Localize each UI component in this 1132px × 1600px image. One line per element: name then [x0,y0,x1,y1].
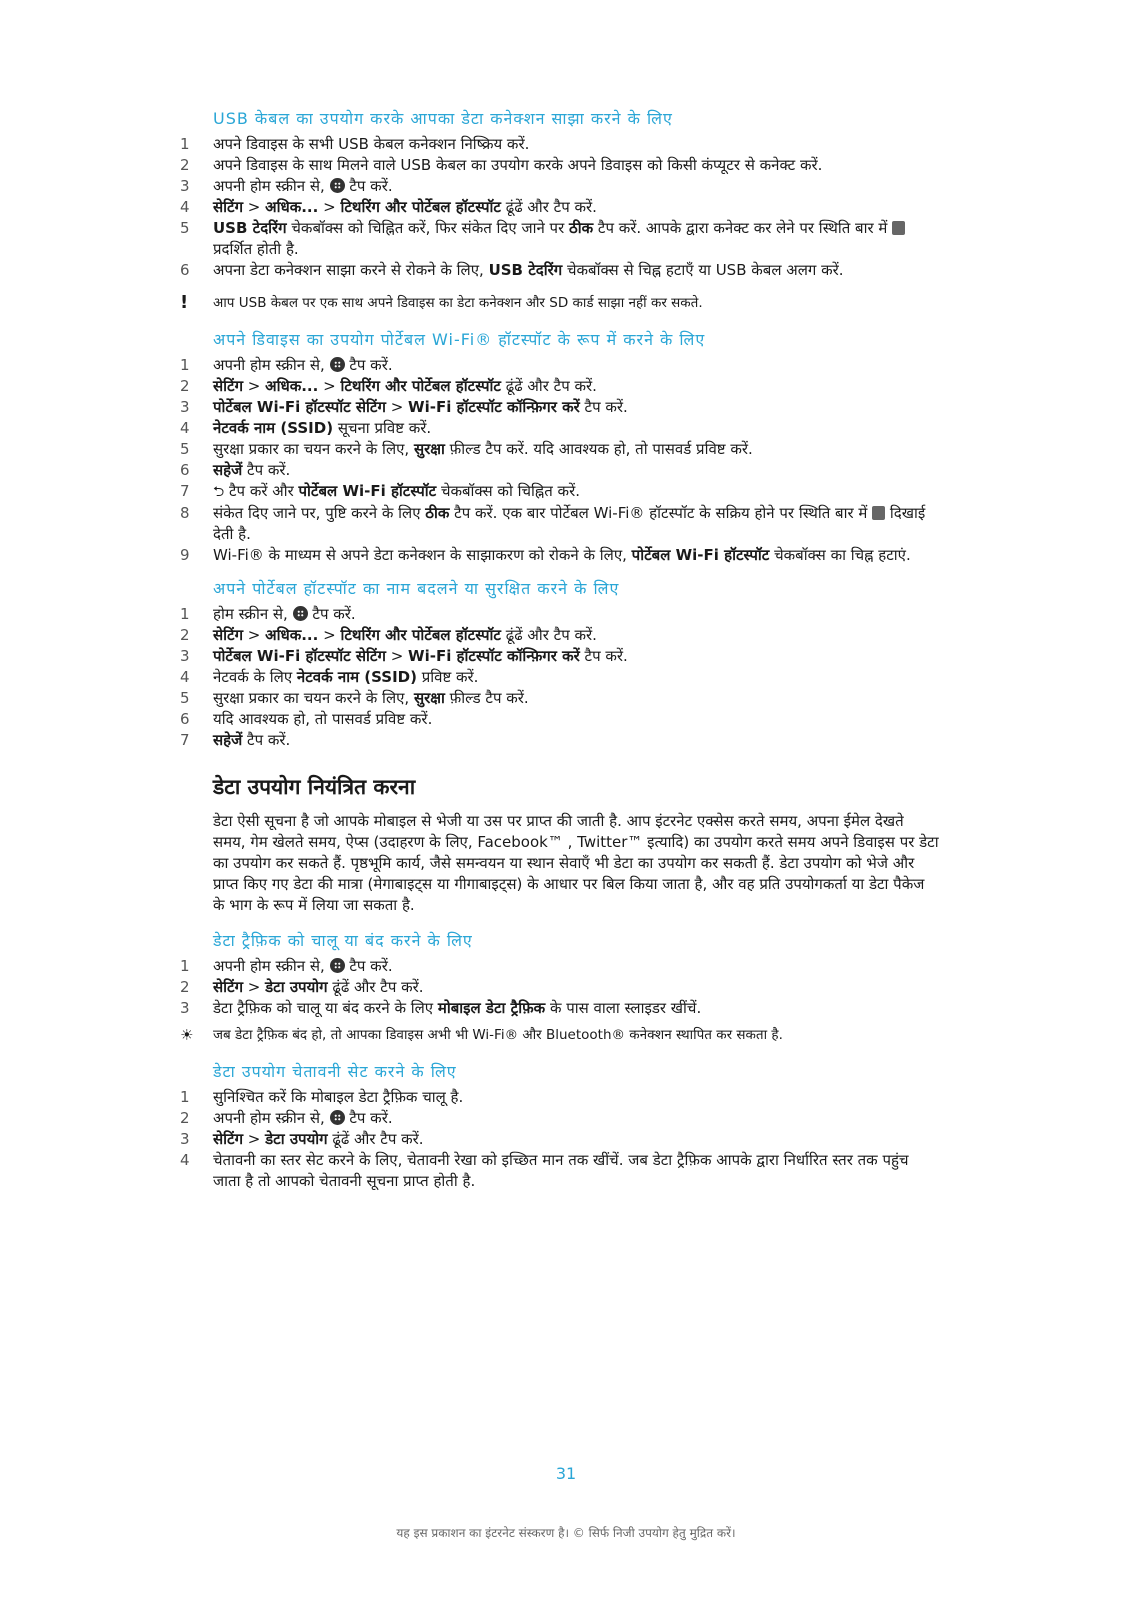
apps-grid-icon [330,178,345,193]
steps-wifi-hotspot [180,355,940,566]
step: 9 Wi-Fi® के माध्यम से अपने डेटा कनेक्शन के साझाकरण को रोकने के लिए, पोर्टेबल Wi-Fi हॉटस्पॉट चेकबॉक्स का चिह्न हटाएं. [180,546,911,564]
steps-usb-tethering [180,134,940,281]
step: 2 अपनी होम स्क्रीन से, टैप करें. [180,1109,393,1127]
apps-grid-icon [330,357,345,372]
step: 1 अपनी होम स्क्रीन से, टैप करें. [180,957,393,975]
steps-data-warning [180,1087,940,1192]
section-title-wifi-hotspot: अपने डिवाइस का उपयोग पोर्टेबल Wi-Fi® हॉटस्पॉट के रूप में करने के लिए [213,330,706,349]
section-title-data-warning: डेटा उपयोग चेतावनी सेट करने के लिए [213,1062,457,1081]
step: 6 सहेजें टैप करें. [180,461,291,479]
step: 2 सेटिंग > अधिक... > टिथरिंग और पोर्टेबल हॉटस्पॉट ढूंढें और टैप करें. [180,626,597,644]
step: 2 सेटिंग > डेटा उपयोग ढूंढें और टैप करें. [180,978,424,996]
footer-notice: यह इस प्रकाशन का इंटरनेट संस्करण है। © सिर्फ निजी उपयोग हेतु मुद्रित करें। [396,1526,736,1540]
back-arrow-icon: ⮌ [213,484,225,500]
step: 3 पोर्टेबल Wi-Fi हॉटस्पॉट सेटिंग > Wi-Fi हॉटस्पॉट कॉन्फ़िगर करें टैप करें. [180,647,628,665]
step: 4 नेटवर्क के लिए नेटवर्क नाम (SSID) प्रविष्ट करें. [180,668,479,686]
hotspot-status-icon [872,506,885,520]
exclamation-icon: ! [180,292,189,313]
tip-note: ☀ जब डेटा ट्रैफ़िक बंद हो, तो आपका डिवाइस अभी भी Wi-Fi® और Bluetooth® कनेक्शन स्थापित कर सकता है. [180,1026,783,1044]
section-title-data-traffic: डेटा ट्रैफ़िक को चालू या बंद करने के लिए [213,931,473,950]
intro-paragraph: डेटा ऐसी सूचना है जो आपके मोबाइल से भेजी या उस पर प्राप्त की जाती है. आप इंटरनेट एक्सेस करते समय, अपना ईमेल देखते समय, गेम खेलते समय, ऐप्स (उदाहरण के लिए, Facebook™ , Twitter™ इत्यादि) का उपयोग करते समय अपने डिवाइस पर डेटा का उपयोग कर सकते हैं. पृष्ठभूमि कार्य, जैसे समन्वयन या स्थान सेवाएँ भी डेटा का उपयोग कर सकती हैं. डेटा उपयोग को भेजे और प्राप्त किए गए डेटा की मात्रा (मेगाबाइट्स या गीगाबाइट्स) के आधार पर बिल किया जाता है, और वह प्रति उपयोगकर्ता या डेटा पैकेज के भाग के रूप में लिया जा सकता है. [213,812,939,914]
step: 5 सुरक्षा प्रकार का चयन करने के लिए, सुरक्षा फ़ील्ड टैप करें. [180,689,529,707]
apps-grid-icon [330,1110,345,1125]
step: 4 चेतावनी का स्तर सेट करने के लिए, चेतावनी रेखा को इच्छित मान तक खींचें. जब डेटा ट्रैफ़िक आपके द्वारा निर्धारित स्तर तक पहुंच जाता है तो आपको चेतावनी सूचना प्राप्त होती है. [180,1151,909,1190]
step: 3 सेटिंग > डेटा उपयोग ढूंढें और टैप करें. [180,1130,424,1148]
step: 7 सहेजें टैप करें. [180,731,291,749]
step: 2 सेटिंग > अधिक... > टिथरिंग और पोर्टेबल हॉटस्पॉट ढूंढें और टैप करें. [180,377,597,395]
step: 5 USB टेदरिंग चेकबॉक्स को चिह्नित करें, फिर संकेत दिए जाने पर ठीक टैप करें. आपके द्वारा कनेक्ट कर लेने पर स्थिति बार में प्रदर्शित होती है. [180,218,940,260]
steps-rename-hotspot [180,604,940,751]
step: 1 होम स्क्रीन से, टैप करें. [180,605,356,623]
step: 7 ⮌ टैप करें और पोर्टेबल Wi-Fi हॉटस्पॉट चेकबॉक्स को चिह्नित करें. [180,481,940,503]
step: 8 संकेत दिए जाने पर, पुष्टि करने के लिए ठीक टैप करें. एक बार पोर्टेबल Wi-Fi® हॉटस्पॉट के सक्रिय होने पर स्थिति बार में दिखाई देती है. [180,504,926,543]
step: 2 अपने डिवाइस के साथ मिलने वाले USB केबल का उपयोग करके अपने डिवाइस को किसी कंप्यूटर से कनेक्ट करें. [180,156,823,174]
page-number: 31 [555,1464,577,1483]
step: 1 सुनिश्चित करें कि मोबाइल डेटा ट्रैफ़िक चालू है. [180,1088,464,1106]
step: 6 अपना डेटा कनेक्शन साझा करने से रोकने के लिए, USB टेदरिंग चेकबॉक्स से चिह्न हटाएँ या USB केबल अलग करें. [180,261,844,279]
step: 6 यदि आवश्यक हो, तो पासवर्ड प्रविष्ट करें. [180,710,433,728]
step: 4 नेटवर्क नाम (SSID) सूचना प्रविष्ट करें. [180,419,432,437]
page-content [180,108,940,1204]
apps-grid-icon [293,606,308,621]
step: 4 सेटिंग > अधिक... > टिथरिंग और पोर्टेबल हॉटस्पॉट ढूंढें और टैप करें. [180,198,597,216]
steps-data-traffic [180,956,940,1019]
warning-note: ! आप USB केबल पर एक साथ अपने डिवाइस का डेटा कनेक्शन और SD कार्ड साझा नहीं कर सकते. [180,292,703,313]
lightbulb-icon: ☀ [180,1026,194,1044]
step: 3 डेटा ट्रैफ़िक को चालू या बंद करने के लिए मोबाइल डेटा ट्रैफ़िक के पास वाला स्लाइडर खींचें. [180,999,702,1017]
step: 3 पोर्टेबल Wi-Fi हॉटस्पॉट सेटिंग > Wi-Fi हॉटस्पॉट कॉन्फ़िगर करें टैप करें. [180,398,628,416]
step: 1 अपने डिवाइस के सभी USB केबल कनेक्शन निष्क्रिय करें. [180,135,530,153]
section-title-rename-hotspot: अपने पोर्टेबल हॉटस्पॉट का नाम बदलने या सुरक्षित करने के लिए [213,579,620,598]
step: 1 अपनी होम स्क्रीन से, टैप करें. [180,356,393,374]
step: 3 अपनी होम स्क्रीन से, टैप करें. [180,177,393,195]
section-title-usb-tethering: USB केबल का उपयोग करके आपका डेटा कनेक्शन साझा करने के लिए [213,109,673,128]
usb-status-icon [892,221,905,235]
apps-grid-icon [330,958,345,973]
step: 5 सुरक्षा प्रकार का चयन करने के लिए, सुरक्षा फ़ील्ड टैप करें. यदि आवश्यक हो, तो पासवर्ड प्रविष्ट करें. [180,440,753,458]
heading-data-usage: डेटा उपयोग नियंत्रित करना [213,775,416,799]
